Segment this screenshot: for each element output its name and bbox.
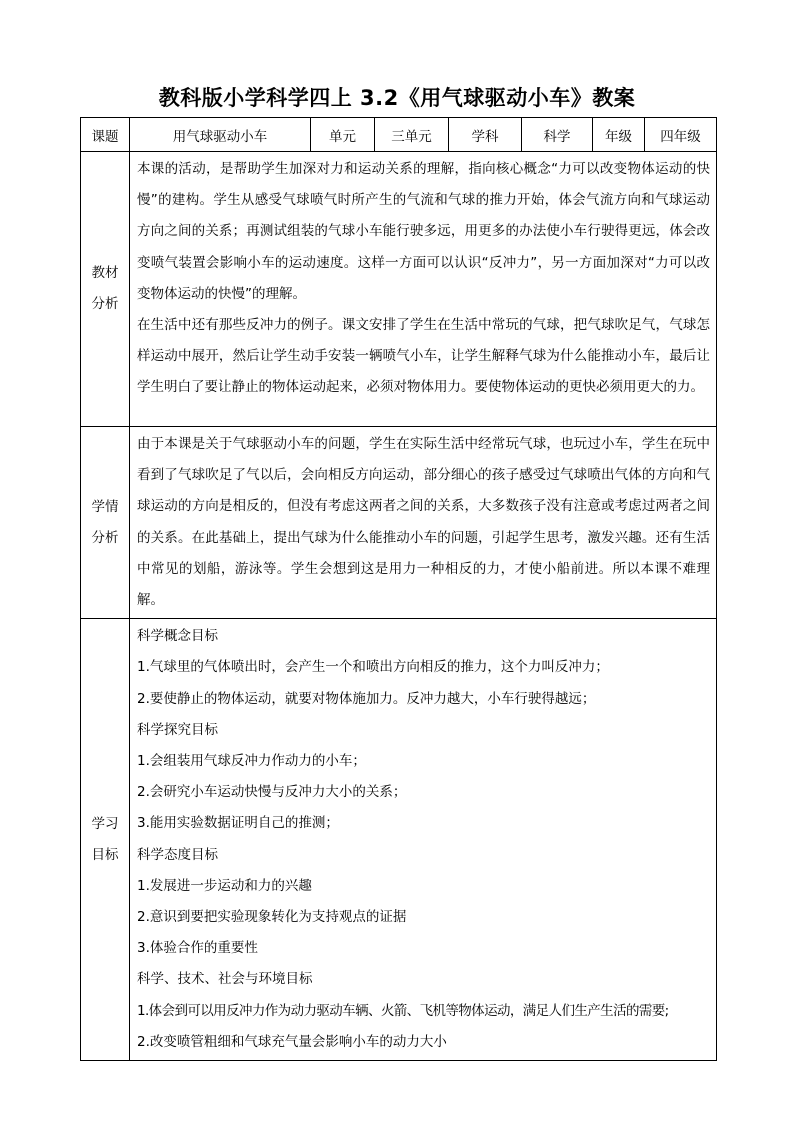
learning-goals-label	[81, 619, 130, 1061]
goal-item: 3.体验合作的重要性	[137, 940, 258, 957]
unit-label: 单元	[311, 118, 375, 152]
student-analysis-content	[130, 427, 717, 619]
student-analysis-row	[81, 427, 717, 619]
goal-item: 1.体会到可以用反冲力作为动力驱动车辆、火箭、飞机等物体运动，满足人们生产生活的需要;	[137, 1002, 669, 1019]
textbook-analysis-paragraph: 本课的活动，是帮助学生加深对力和运动关系的理解，指向核心概念“力可以改变物体运动的快慢”的建构。学生从感受气球喷气时所产生的气流和气球的推力开始，体会气流方向和气球运动方向之间的关系；再测试组装的气球小车能行驶多远，用更多的办法使小车行驶得更远，体会改变喷气装置会影响小车的运动速度。这样一方面可以认识“反冲力”，另一方面加深对“力可以改变物体运动的快慢”的理解。	[137, 161, 710, 302]
textbook-analysis-paragraph: 在生活中还有那些反冲力的例子。课文安排了学生在生活中常玩的气球，把气球吹足气，气球怎样运动中展开，然后让学生动手安装一辆喷气小车，让学生解释气球为什么能推动小车，最后让学生明白了要让静止的物体运动起来，必须对物体用力。要使物体运动的更快必须用更大的力。	[137, 317, 710, 396]
unit-value: 三单元	[375, 118, 449, 152]
student-analysis-label-line1: 学情	[91, 498, 119, 515]
topic-label: 课题	[81, 118, 130, 152]
goal-item: 1.会组装用气球反冲力作动力的小车；	[137, 753, 366, 770]
goal-heading: 科学、技术、社会与环境目标	[137, 971, 313, 988]
textbook-analysis-row	[81, 152, 717, 427]
learning-goals-label-line1: 学习	[91, 815, 119, 832]
goal-item: 1.气球里的气体喷出时，会产生一个和喷出方向相反的推力，这个力叫反冲力；	[137, 659, 609, 676]
goal-heading: 科学态度目标	[137, 846, 218, 863]
goal-heading: 科学探究目标	[137, 721, 218, 738]
textbook-analysis-label	[81, 152, 130, 427]
page-title: 教科版小学科学四上 3.2《用气球驱动小车》教案	[158, 86, 636, 110]
textbook-analysis-label-line2: 分析	[91, 296, 119, 312]
goal-item: 2.要使静止的物体运动，就要对物体施加力。反冲力越大，小车行驶得越远；	[137, 690, 596, 707]
student-analysis-label-line2: 分析	[91, 529, 119, 546]
lesson-plan-table	[80, 117, 717, 1061]
grade-label: 年级	[593, 118, 645, 152]
goal-item: 3.能用实验数据证明自己的推测；	[137, 815, 339, 832]
goal-item: 2.会研究小车运动快慢与反冲力大小的关系；	[137, 784, 407, 801]
student-analysis-paragraph: 由于本课是关于气球驱动小车的问题，学生在实际生活中经常玩气球，也玩过小车，学生在玩中看到了气球吹足了气以后，会向相反方向运动，部分细心的孩子感受过气球喷出气体的方向和气球运动的方向是相反的，但没有考虑这两者之间的关系，大多数孩子没有注意或考虑过两者之间的关系。在此基础上，提出气球为什么能推动小车的问题，引起学生思考，激发兴趣。还有生活中常见的划船，游泳等。学生会想到这是用力一种相反的力，才使小船前进。所以本课不难理解。	[137, 436, 710, 609]
goal-item: 1.发展进一步运动和力的兴趣	[137, 877, 312, 894]
goal-heading: 科学概念目标	[137, 628, 218, 645]
subject-label: 学科	[449, 118, 522, 152]
learning-goals-content	[130, 619, 717, 1061]
topic-value: 用气球驱动小车	[130, 118, 311, 152]
textbook-analysis-content	[130, 152, 717, 427]
goal-item: 2.改变喷管粗细和气球充气量会影响小车的动力大小	[137, 1033, 447, 1050]
subject-value: 科学	[522, 118, 593, 152]
learning-goals-label-line2: 目标	[91, 846, 119, 863]
grade-value: 四年级	[645, 118, 717, 152]
textbook-analysis-label-line1: 教材	[91, 265, 119, 281]
student-analysis-label	[81, 427, 130, 619]
learning-goals-row	[81, 619, 717, 1061]
goal-item: 2.意识到要把实验现象转化为支持观点的证据	[137, 909, 407, 926]
header-row	[81, 118, 717, 152]
